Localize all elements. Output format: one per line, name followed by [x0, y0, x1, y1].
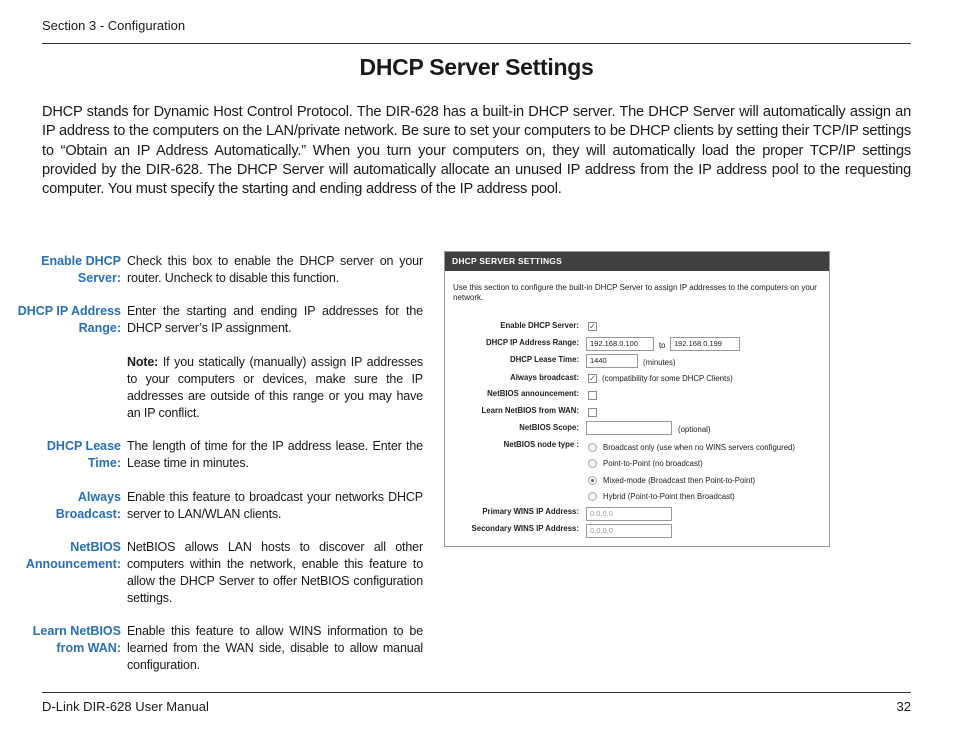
secondary-wins-label: Secondary WINS IP Address:	[471, 524, 579, 533]
primary-wins-input[interactable]: 0.0.0.0	[586, 507, 672, 521]
desc-lease-time: The length of time for the IP address lease. Enter the Lease time in minutes.	[127, 439, 423, 470]
secondary-wins-input[interactable]: 0.0.0.0	[586, 524, 672, 538]
term-lease-time: DHCP Lease Time:	[46, 439, 121, 470]
desc-enable-dhcp: Check this box to enable the DHCP server on your router. Uncheck to disable this function.	[127, 254, 423, 285]
dhcp-settings-panel	[444, 251, 830, 547]
desc-always-broadcast: Enable this feature to broadcast your networks DHCP server to LAN/WLAN clients.	[127, 490, 423, 521]
netbios-announcement-checkbox[interactable]	[588, 391, 597, 400]
desc-netbios: NetBIOS allows LAN hosts to discover all other computers within the network, enable this feature to allow the DHCP Server to offer NetBIOS configuration settings.	[127, 540, 423, 605]
learn-netbios-wan-checkbox[interactable]	[588, 408, 597, 417]
note-label: Note:	[127, 355, 159, 369]
primary-wins-label: Primary WINS IP Address:	[482, 507, 579, 516]
term-always-broadcast: Always Broadcast:	[55, 490, 121, 521]
desc-ip-range: Enter the starting and ending IP addresses for the DHCP server’s IP assignment.	[127, 304, 423, 335]
netbios-scope-input[interactable]	[586, 421, 672, 435]
term-learn-netbios: Learn NetBIOS from WAN:	[32, 624, 121, 655]
term-netbios: NetBIOS Announcement:	[25, 540, 121, 571]
ip-range-label: DHCP IP Address Range:	[485, 338, 579, 347]
node-type-option: Hybrid (Point-to-Point then Broadcast)	[603, 492, 735, 501]
footer-manual-title: D-Link DIR-628 User Manual	[42, 699, 209, 714]
node-type-option: Mixed-mode (Broadcast then Point-to-Point)	[603, 476, 756, 485]
range-start-input[interactable]: 192.168.0.100	[586, 337, 654, 351]
range-to-label: to	[659, 341, 666, 350]
range-end-input[interactable]: 192.168.0.199	[670, 337, 740, 351]
netbios-scope-label: NetBIOS Scope:	[519, 423, 579, 432]
page-number: 32	[896, 699, 911, 714]
panel-intro: Use this section to configure the built-in DHCP Server to assign IP addresses to the computers on your network.	[453, 283, 817, 302]
node-type-radio[interactable]	[588, 492, 597, 501]
footer-divider	[42, 692, 911, 693]
term-enable-dhcp: Enable DHCP Server:	[41, 254, 121, 285]
always-broadcast-label: Always broadcast:	[510, 373, 579, 382]
header-divider	[42, 43, 911, 44]
lease-time-input[interactable]: 1440	[586, 354, 638, 368]
node-type-radio[interactable]	[588, 443, 597, 452]
node-type-option: Broadcast only (use when no WINS servers configured)	[603, 443, 795, 452]
panel-heading: DHCP SERVER SETTINGS	[445, 252, 829, 271]
lease-time-label: DHCP Lease Time:	[509, 355, 579, 364]
node-type-radio[interactable]	[588, 476, 597, 485]
desc-learn-netbios: Enable this feature to allow WINS information to be learned from the WAN side, disable to allow manual configuration.	[127, 624, 423, 672]
term-ip-range: DHCP IP Address Range:	[17, 304, 121, 335]
note-text: If you statically (manually) assign IP addresses to your computers or devices, make sure the IP addresses are outside of this range or you may have an IP conflict.	[127, 355, 423, 420]
learn-netbios-wan-label: Learn NetBIOS from WAN:	[481, 406, 579, 415]
note-ip-range	[127, 354, 423, 422]
netbios-announcement-label: NetBIOS announcement:	[487, 389, 579, 398]
scope-note: (optional)	[678, 425, 711, 434]
lease-unit-label: (minutes)	[643, 358, 676, 367]
enable-dhcp-label: Enable DHCP Server:	[500, 321, 579, 330]
section-header: Section 3 - Configuration	[42, 18, 186, 33]
intro-paragraph: DHCP stands for Dynamic Host Control Protocol. The DIR-628 has a built-in DHCP server. The DHCP Server will automatically assign an IP address to the computers on the LAN/private network. Be sure to set your computers to be DHCP clients by setting their TCP/IP settings to “Obtain an IP Address Automatically.” When you turn your computers on, they will automatically load the proper TCP/IP settings provided by the DIR-628. The DHCP Server will automatically allocate an unused IP address from the IP address pool to the requesting computer. You must specify the starting and ending address of the IP address pool.	[42, 104, 911, 198]
node-type-radio[interactable]	[588, 459, 597, 468]
enable-dhcp-checkbox[interactable]: ✓	[589, 322, 596, 331]
always-broadcast-checkbox[interactable]: ✓	[589, 374, 596, 383]
netbios-node-type-label: NetBIOS node type :	[503, 440, 579, 449]
node-type-option: Point-to-Point (no broadcast)	[603, 459, 703, 468]
page-title: DHCP Server Settings	[359, 54, 594, 80]
broadcast-note: (compatibility for some DHCP Clients)	[602, 374, 733, 383]
